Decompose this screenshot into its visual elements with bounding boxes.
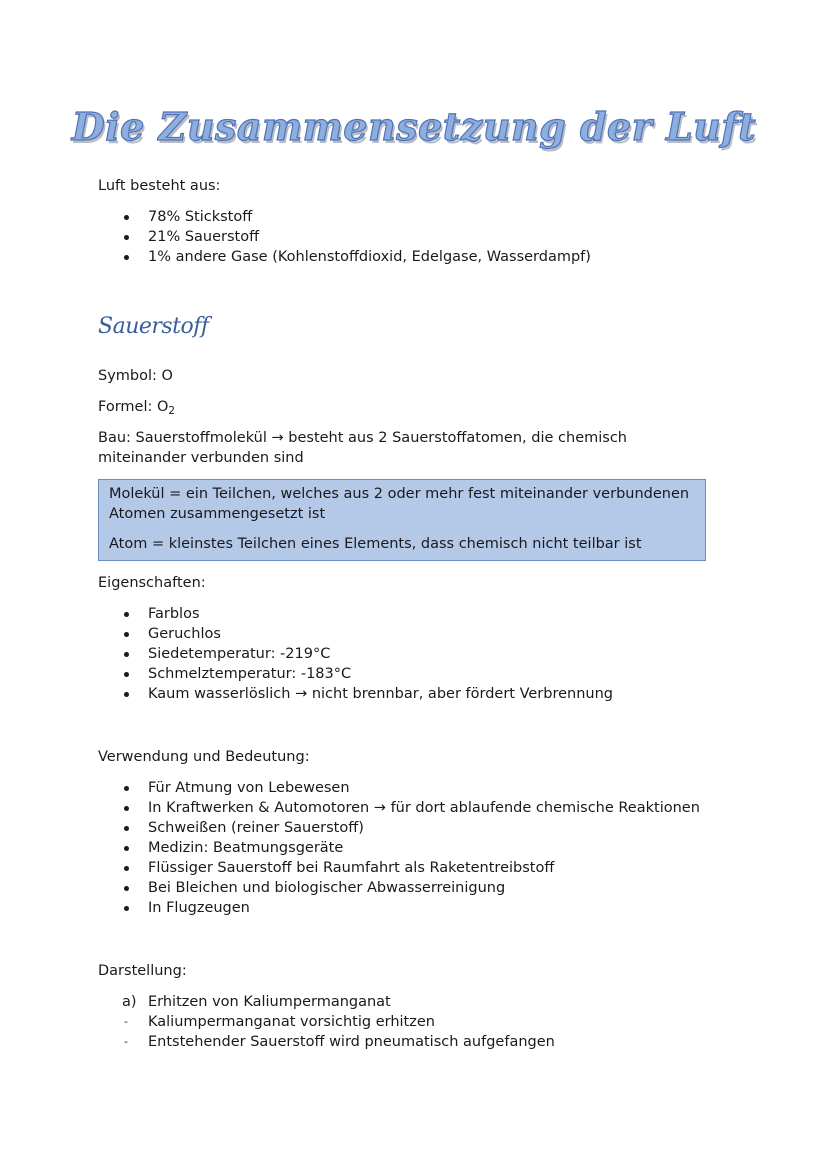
preparation-step <box>122 992 391 1012</box>
list-item: In Kraftwerken & Automotoren → für dort ablaufende chemische Reaktionen <box>122 798 700 818</box>
list-item: Medizin: Beatmungsgeräte <box>122 838 700 858</box>
definition-atom: Atom = kleinstes Teilchen eines Elements, dass chemisch nicht teilbar ist <box>109 536 642 552</box>
step-marker: a) <box>122 994 137 1010</box>
intro-label: Luft besteht aus: <box>98 178 221 194</box>
step-title: Erhitzen von Kaliumpermanganat <box>148 994 391 1010</box>
structure-line-1: Bau: Sauerstoffmolekül → besteht aus 2 Sauerstoffatomen, die chemisch <box>98 430 627 446</box>
page-title: Die Zusammensetzung der Luft <box>71 104 757 149</box>
list-item: Schweißen (reiner Sauerstoff) <box>122 818 700 838</box>
list-item: Für Atmung von Lebewesen <box>122 778 700 798</box>
list-item: Siedetemperatur: -219°C <box>122 644 613 664</box>
usage-label: Verwendung und Bedeutung: <box>98 749 310 765</box>
list-item: Kaum wasserlöslich → nicht brennbar, aber fördert Verbrennung <box>122 684 613 704</box>
definition-molecule-line-2: Atomen zusammengesetzt ist <box>109 506 326 522</box>
list-item: 21% Sauerstoff <box>122 227 591 247</box>
list-item: 78% Stickstoff <box>122 207 591 227</box>
list-item: 1% andere Gase (Kohlenstoffdioxid, Edelgase, Wasserdampf) <box>122 247 591 267</box>
properties-list <box>122 604 613 704</box>
usage-list <box>122 778 700 918</box>
list-item: - Entstehender Sauerstoff wird pneumatisch aufgefangen <box>122 1032 555 1052</box>
symbol-line: Symbol: O <box>98 368 173 384</box>
list-item: Farblos <box>122 604 613 624</box>
list-item: - Kaliumpermanganat vorsichtig erhitzen <box>122 1012 555 1032</box>
structure-line-2: miteinander verbunden sind <box>98 450 304 466</box>
list-item: In Flugzeugen <box>122 898 700 918</box>
section-heading: Sauerstoff <box>98 314 209 339</box>
list-item: Bei Bleichen und biologischer Abwasserreinigung <box>122 878 700 898</box>
preparation-label: Darstellung: <box>98 963 187 979</box>
list-item: Geruchlos <box>122 624 613 644</box>
definition-box <box>98 479 706 561</box>
formula-text: Formel: O <box>98 399 169 415</box>
preparation-steps <box>122 992 391 1012</box>
properties-label: Eigenschaften: <box>98 575 206 591</box>
preparation-substeps <box>122 1012 555 1052</box>
definition-molecule-line-1: Molekül = ein Teilchen, welches aus 2 oder mehr fest miteinander verbundenen <box>109 486 690 502</box>
list-item: Schmelztemperatur: -183°C <box>122 664 613 684</box>
formula-line <box>98 397 175 421</box>
composition-list <box>122 207 591 267</box>
formula-subscript: 2 <box>168 405 176 417</box>
definition-molecule <box>109 484 695 524</box>
list-item: Flüssiger Sauerstoff bei Raumfahrt als Raketentreibstoff <box>122 858 700 878</box>
